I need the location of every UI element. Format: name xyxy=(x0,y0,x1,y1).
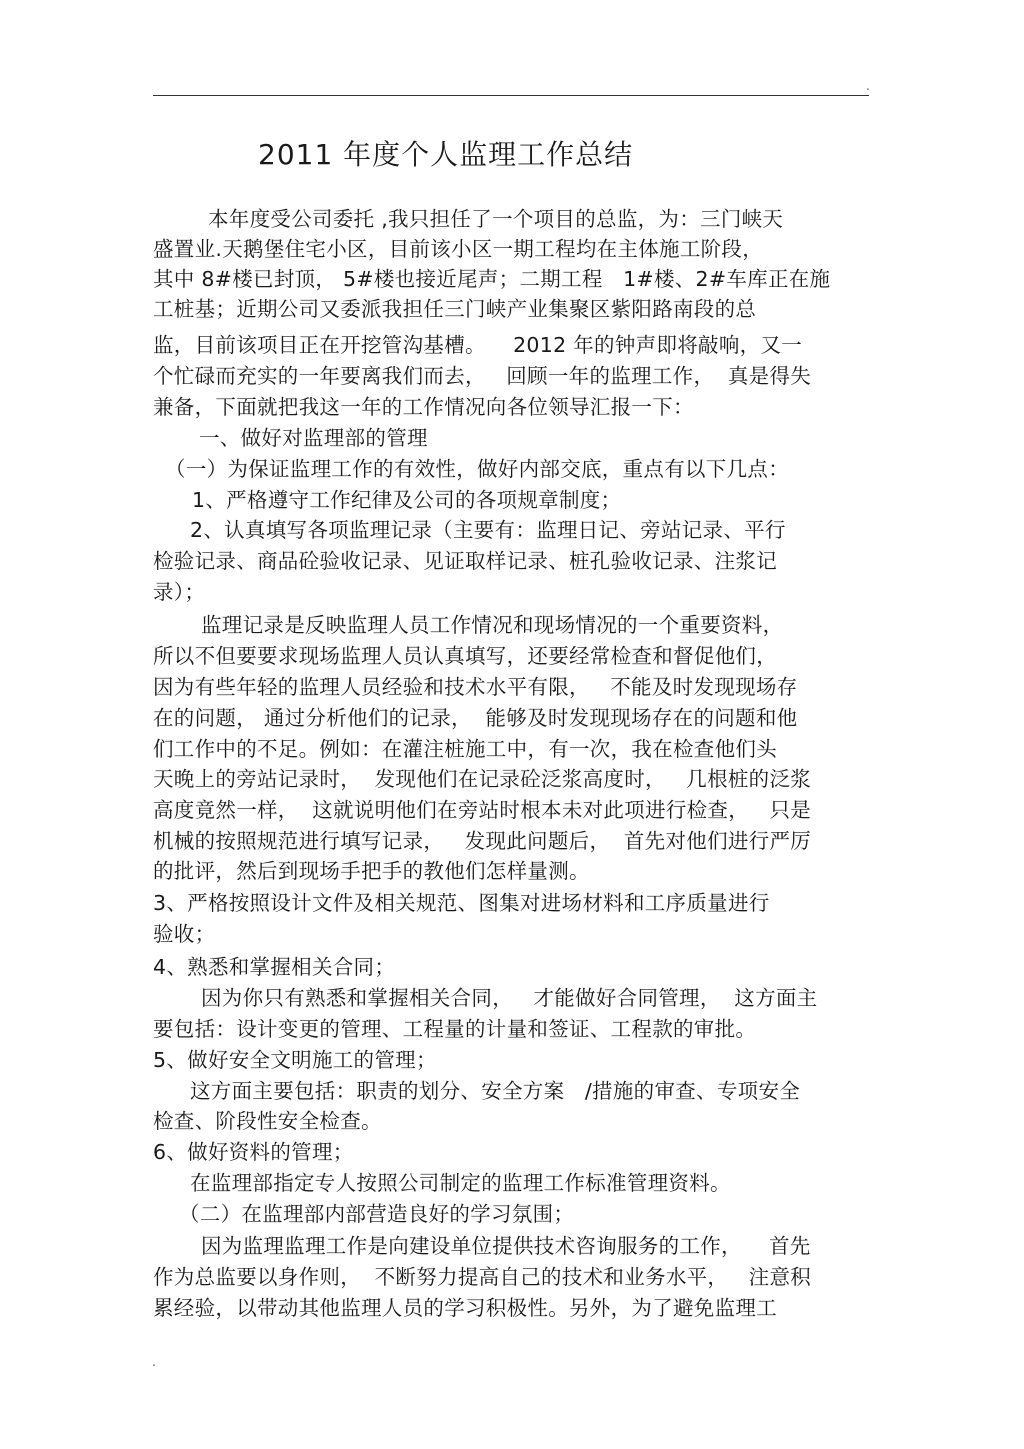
body-line: 监理记录是反映监理人员工作情况和现场情况的一个重要资料， xyxy=(201,613,784,637)
body-line: 监，目前该项目正在开挖管沟基槽。 2012 年的钟声即将敲响，又一 xyxy=(153,333,803,357)
numbered-item: 3、严格按照设计文件及相关规范、图集对进场材料和工序质量进行 xyxy=(153,891,770,915)
body-line: 录）； xyxy=(153,580,206,604)
body-line: 个忙碌而充实的一年要离我们而去， 回顾一年的监理工作， 真是得失 xyxy=(153,364,812,388)
body-line: 高度竟然一样， 这就说明他们在旁站时根本未对此项进行检查， 只是 xyxy=(153,798,812,822)
section-heading: 一、做好对监理部的管理 xyxy=(199,426,428,450)
body-line: 在监理部指定专人按照公司制定的监理工作标准管理资料。 xyxy=(190,1171,731,1195)
header-rule xyxy=(153,95,869,96)
body-line: 机械的按照规范进行填写记录， 发现此问题后， 首先对他们进行严厉 xyxy=(153,829,812,853)
body-line: 们工作中的不足。例如：在灌注桩施工中，有一次，我在检查他们头 xyxy=(153,737,777,761)
body-line: 天晚上的旁站记录时， 发现他们在记录砼泛浆高度时， 几根桩的泛浆 xyxy=(153,767,812,791)
body-line: 验收； xyxy=(153,922,216,946)
footer-mark: . xyxy=(152,1355,156,1369)
numbered-item: 5、做好安全文明施工的管理； xyxy=(153,1048,437,1072)
header-mark: . xyxy=(866,79,870,93)
body-line: 的批评，然后到现场手把手的教他们怎样量测。 xyxy=(153,859,590,883)
body-line: 因为监理监理工作是向建设单位提供技术咨询服务的工作， 首先 xyxy=(201,1234,811,1258)
numbered-item: 2、认真填写各项监理记录（主要有：监理日记、旁站记录、平行 xyxy=(190,518,786,542)
body-line: 所以不但要要求现场监理人员认真填写，还要经常检查和督促他们， xyxy=(153,644,777,668)
body-line: 作为总监要以身作则， 不断努力提高自己的技术和业务水平， 注意积 xyxy=(153,1265,812,1289)
numbered-item: 1、严格遵守工作纪律及公司的各项规章制度； xyxy=(192,488,622,512)
body-line: 检验记录、商品砼验收记录、见证取样记录、桩孔验收记录、注浆记 xyxy=(153,549,777,573)
body-line: 本年度受公司委托 ,我只担任了一个项目的总监，为：三门峡天 xyxy=(208,207,784,231)
body-line: 兼备，下面就把我这一年的工作情况向各位领导汇报一下： xyxy=(153,395,694,419)
subsection-heading: （二）在监理部内部营造良好的学习氛围； xyxy=(179,1202,575,1226)
page-title: 2011 年度个人监理工作总结 xyxy=(258,138,634,171)
body-line: 因为有些年轻的监理人员经验和技术水平有限， 不能及时发现现场存 xyxy=(153,675,798,699)
body-line: 检查、阶段性安全检查。 xyxy=(153,1109,382,1133)
body-line: 在的问题， 通过分析他们的记录， 能够及时发现现场存在的问题和他 xyxy=(153,706,798,730)
numbered-item: 4、熟悉和掌握相关合同； xyxy=(153,955,396,979)
body-line: 其中 8#楼已封顶， 5#楼也接近尾声；二期工程 1#楼、2#车库正在施 xyxy=(153,267,831,291)
body-line: 盛置业.天鹅堡住宅小区，目前该小区一期工程均在主体施工阶段， xyxy=(153,237,764,261)
body-line: 工桩基；近期公司又委派我担任三门峡产业集聚区紫阳路南段的总 xyxy=(153,297,757,321)
body-line: 累经验，以带动其他监理人员的学习积极性。另外，为了避免监理工 xyxy=(153,1296,777,1320)
numbered-item: 6、做好资料的管理； xyxy=(153,1140,354,1164)
body-line: 因为你只有熟悉和掌握相关合同， 才能做好合同管理， 这方面主 xyxy=(201,986,818,1010)
subsection-heading: （一）为保证监理工作的有效性，做好内部交底，重点有以下几点： xyxy=(165,457,789,481)
body-line: 这方面主要包括：职责的划分、安全方案 /措施的审查、专项安全 xyxy=(190,1079,801,1103)
body-line: 要包括：设计变更的管理、工程量的计量和签证、工程款的审批。 xyxy=(153,1017,757,1041)
